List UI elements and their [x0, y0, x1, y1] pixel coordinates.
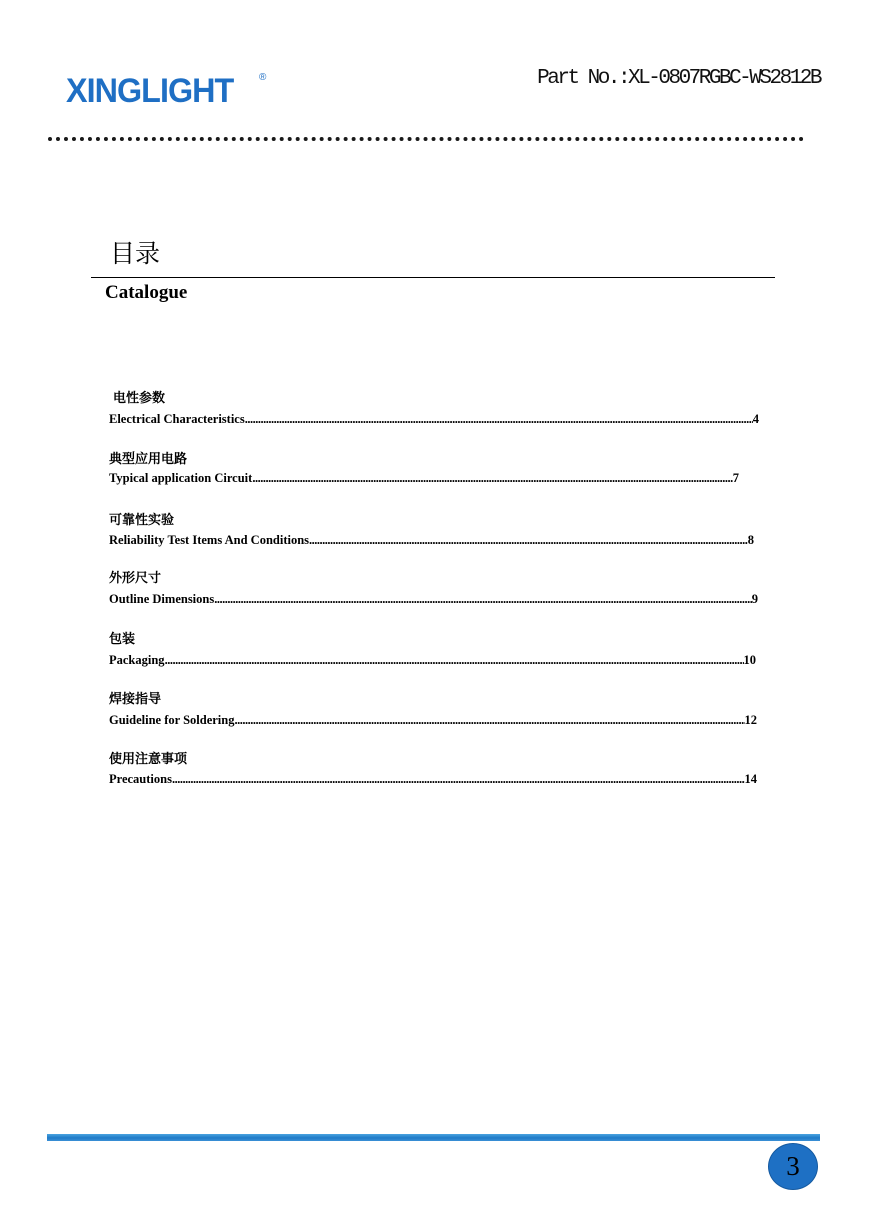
toc-entry[interactable]: [109, 413, 759, 426]
toc-entry[interactable]: [109, 472, 739, 485]
toc-entry[interactable]: [109, 654, 756, 667]
part-number: Part No.:XL-0807RGBC-WS2812B: [537, 67, 820, 90]
toc-heading-zh: 典型应用电路: [109, 452, 188, 467]
toc-entry[interactable]: [109, 534, 754, 547]
toc-leader-dots: [245, 413, 753, 426]
toc-heading-zh: 可靠性实验: [109, 513, 175, 528]
brand-logo: XINGLIGHT: [66, 72, 234, 110]
catalogue-underline: [91, 277, 775, 278]
catalogue-title-en: Catalogue: [105, 282, 188, 303]
toc-heading-zh: 电性参数: [113, 391, 166, 406]
toc-entry[interactable]: [109, 593, 758, 606]
toc-entry-title: Guideline for Soldering: [109, 713, 235, 727]
toc-leader-dots: [252, 472, 732, 485]
toc-leader-dots: [234, 714, 744, 727]
toc-entry-page: 7: [732, 471, 739, 485]
toc-entry-title: Packaging: [109, 653, 165, 667]
toc-entry-title: Precautions: [109, 772, 172, 786]
footer-blue-bar: [47, 1134, 820, 1141]
toc-leader-dots: [309, 534, 748, 547]
toc-leader-dots: [172, 773, 745, 786]
toc-entry-title: Reliability Test Items And Conditions: [109, 533, 310, 547]
toc-entry-page: 12: [744, 713, 757, 727]
toc-entry-title: Electrical Characteristics: [109, 412, 245, 426]
toc-heading-zh: 包装: [109, 632, 136, 647]
header-dotted-divider: [48, 137, 804, 141]
registered-mark: ®: [259, 72, 267, 83]
toc-entry-page: 8: [747, 533, 754, 547]
page-number: 3: [786, 1151, 800, 1181]
toc-leader-dots: [214, 593, 752, 606]
toc-entry-title: Typical application Circuit: [109, 471, 253, 485]
toc-entry-title: Outline Dimensions: [109, 592, 215, 606]
catalogue-title-zh: 目录: [110, 239, 161, 268]
toc-entry-page: 9: [751, 592, 758, 606]
toc-heading-zh: 焊接指导: [109, 692, 162, 707]
toc-entry-page: 10: [743, 653, 756, 667]
toc-heading-zh: 外形尺寸: [109, 571, 162, 586]
page-number-badge: [768, 1143, 818, 1190]
toc-entry[interactable]: [109, 773, 757, 786]
toc-entry-page: 14: [744, 772, 757, 786]
toc-heading-zh: 使用注意事项: [109, 752, 188, 767]
toc-entry-page: 4: [752, 412, 759, 426]
toc-leader-dots: [165, 654, 744, 667]
toc-entry[interactable]: [109, 714, 757, 727]
